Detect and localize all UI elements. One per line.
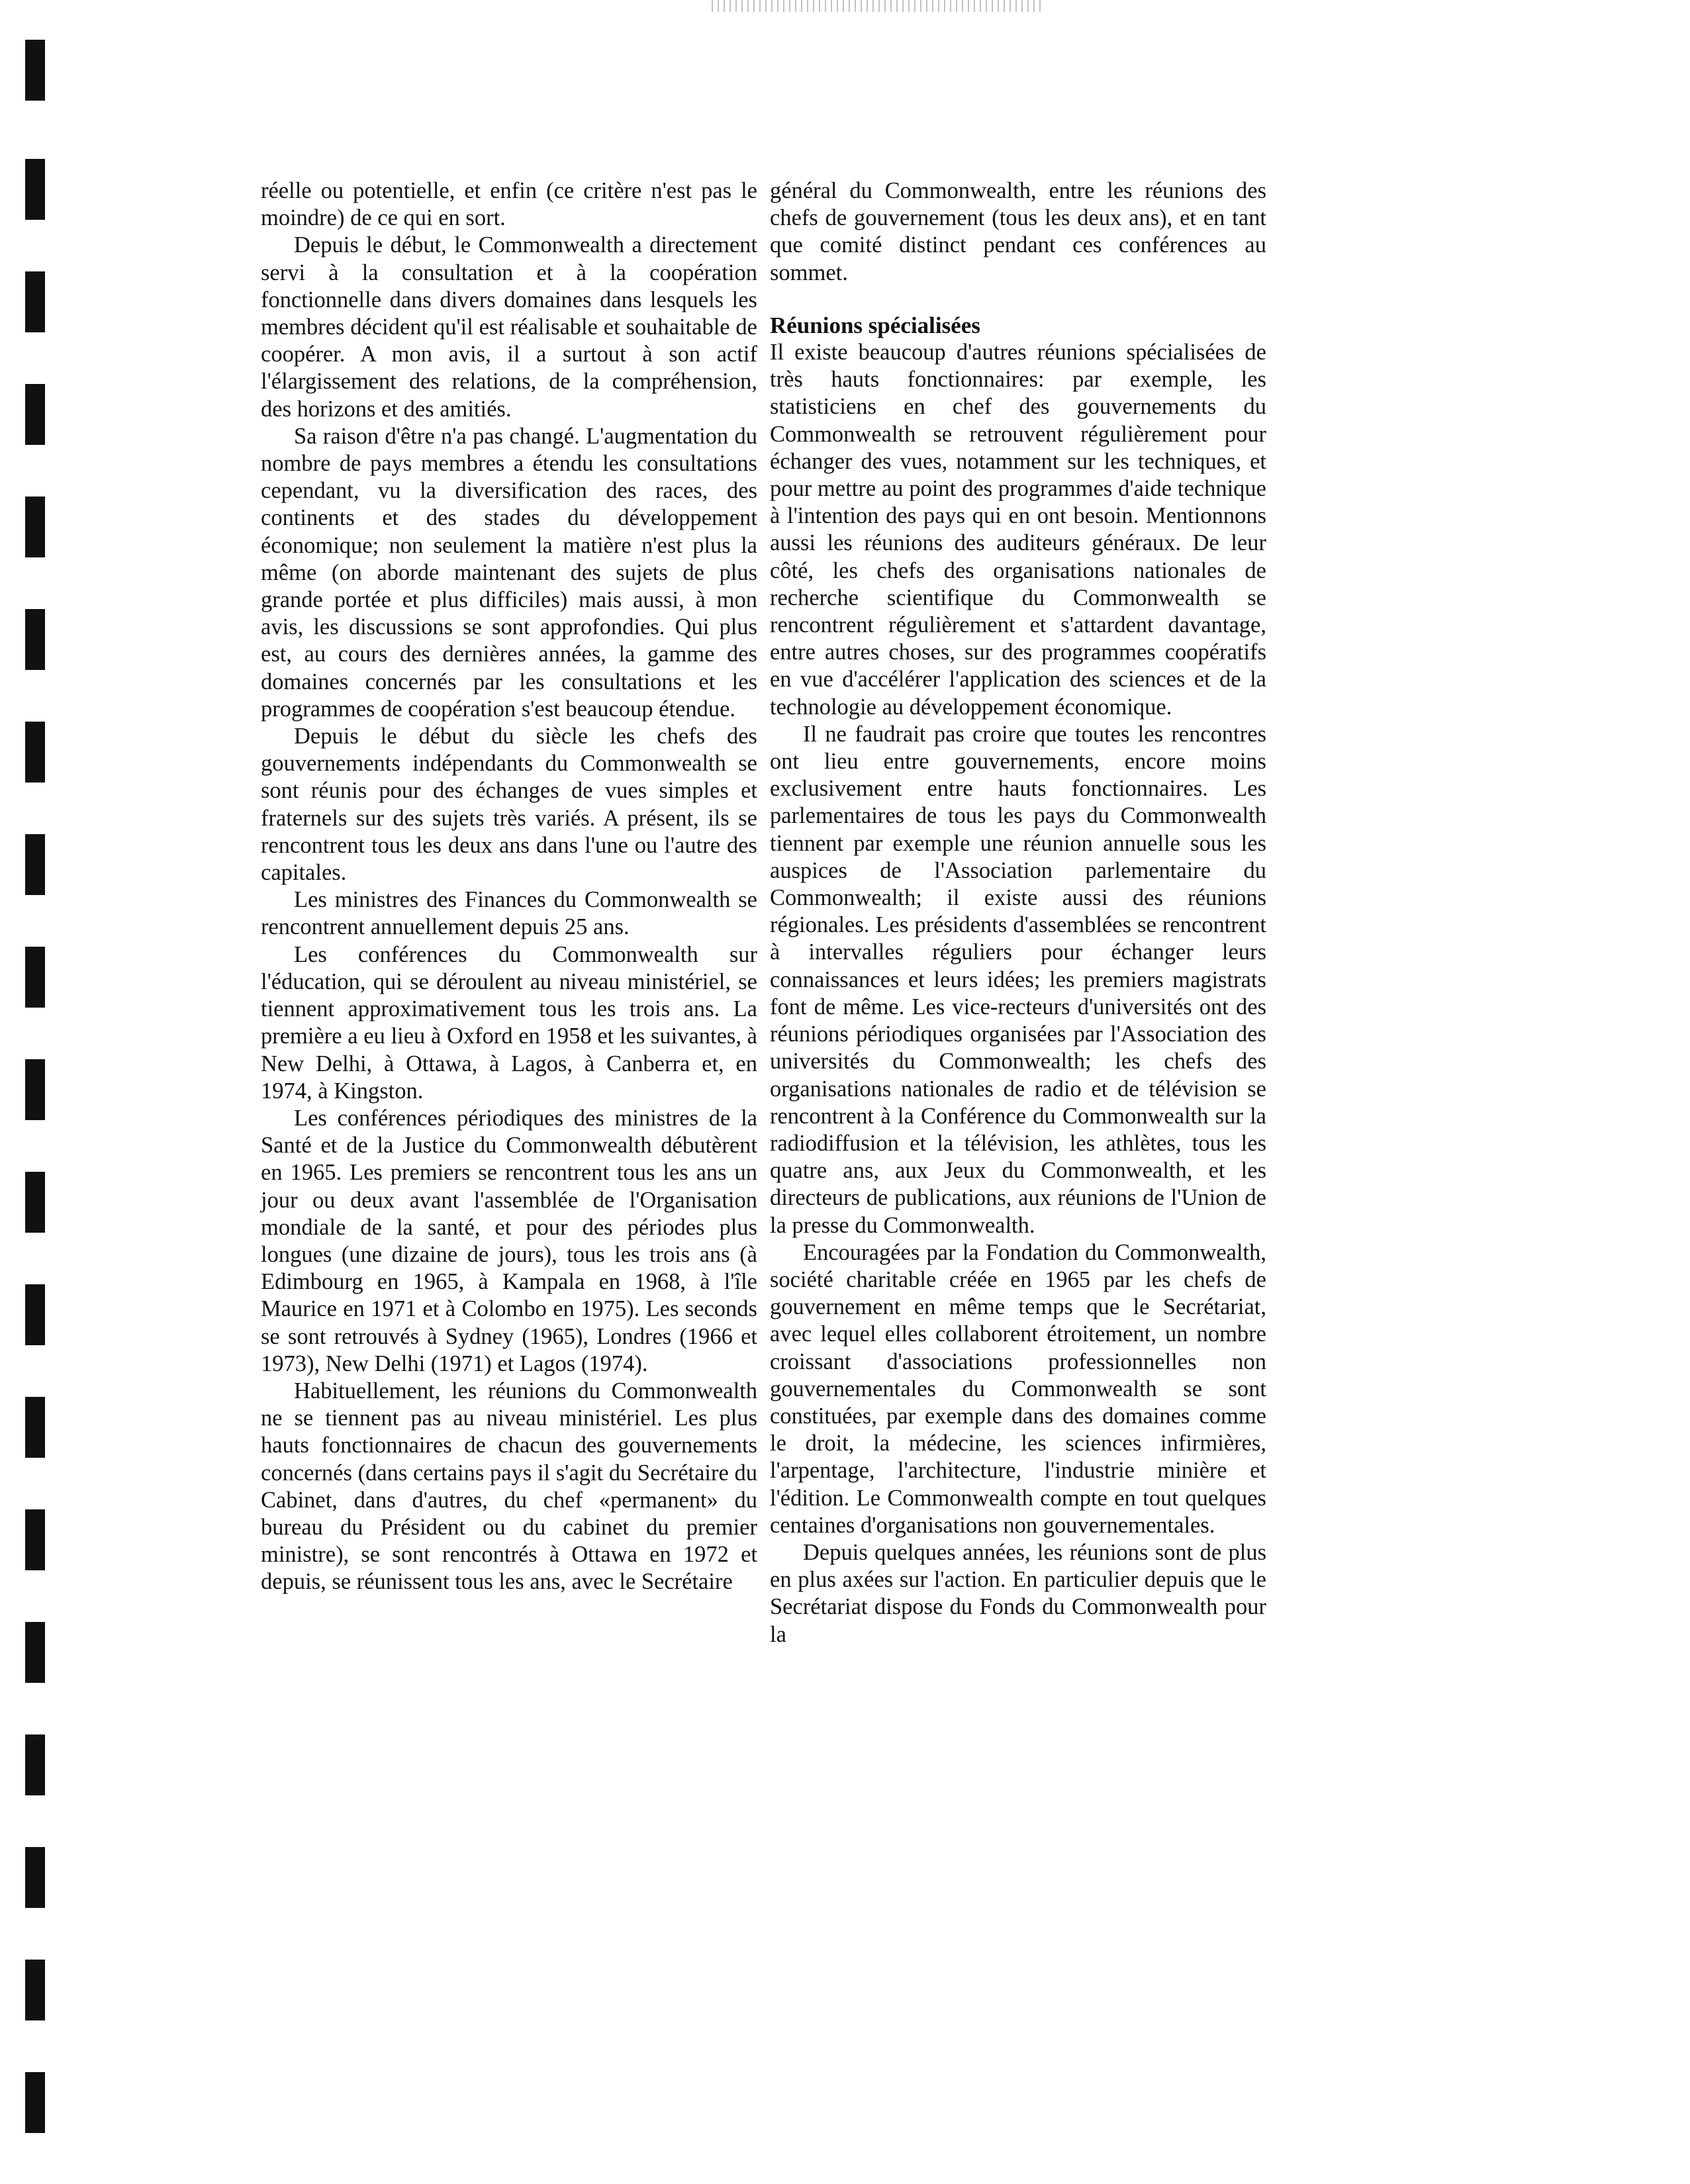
binding-hole-mark [25, 40, 45, 101]
paragraph: Depuis le début, le Commonwealth a directement servi à la consultation et à la coopération fonctionnelle dans divers domaines dans lesquels les membres décident qu'il est réalisable et souhaitable de coopérer. A mon avis, il a surtout à son actif l'élargissement des relations, de la compréhension, des horizons et des amitiés. [261, 232, 757, 422]
paragraph: Encouragées par la Fondation du Commonwealth, société charitable créée en 1965 par les chefs de gouvernement en même temps que le Secrétariat, avec lequel elles collaborent étroitement, un nombre croissant d'associations professionnelles non gouvernementales du Commonwealth se sont constituées, par exemple dans des domaines comme le droit, la médecine, les sciences infirmières, l'arpentage, l'architecture, l'industrie minière et l'édition. Le Commonwealth compte en tout quelques centaines d'organisations non gouvernementales. [770, 1239, 1266, 1538]
binding-hole-mark [25, 384, 45, 445]
binding-hole-mark [25, 1734, 45, 1795]
paragraph: Depuis quelques années, les réunions sont de plus en plus axées sur l'action. En particulier depuis que le Secrétariat dispose du Fonds du Commonwealth pour la [770, 1539, 1266, 1647]
binding-hole-mark [25, 1622, 45, 1683]
binding-hole-mark [25, 1059, 45, 1120]
paragraph: Depuis le début du siècle les chefs des gouvernements indépendants du Commonwealth se sont réunis pour des échanges de vues simples et fraternels sur des sujets très variés. A présent, ils se rencontrent tous les deux ans dans l'une ou l'autre des capitales. [261, 724, 757, 886]
binding-hole-mark [25, 834, 45, 895]
left-column [261, 177, 757, 1596]
paragraph: Habituellement, les réunions du Commonwealth ne se tiennent pas au niveau ministériel. Les plus hauts fonctionnaires de chacun des gouvernements concernés (dans certains pays il s'agit du Secrétaire du Cabinet, dans d'autres, du chef «permanent» du bureau du Président ou du cabinet du premier ministre), se sont rencontrés à Ottawa en 1972 et depuis, se réunissent tous les ans, avec le Secrétaire [261, 1378, 757, 1595]
binding-hole-mark [25, 1847, 45, 1908]
paragraph: Sa raison d'être n'a pas changé. L'augmentation du nombre de pays membres a étendu les consultations cependant, vu la diversification des races, des continents et des stades du développement économique; non seulement la matière n'est plus la même (on aborde maintenant des sujets de plus grande portée et plus difficiles) mais aussi, à mon avis, les discussions se sont approfondies. Qui plus est, au cours des dernières années, la gamme des domaines concernés par les consultations et les programmes de coopération s'est beaucoup étendue. [261, 423, 757, 722]
binding-hole-mark [25, 497, 45, 557]
paragraph: général du Commonwealth, entre les réunions des chefs de gouvernement (tous les deux ans), et en tant que comité distinct pendant ces conférences au sommet. [770, 178, 1266, 285]
section-heading: Réunions spécialisées [770, 312, 980, 338]
binding-hole-mark [25, 1172, 45, 1233]
right-column [770, 177, 1266, 1648]
paragraph: réelle ou potentielle, et enfin (ce critère n'est pas le moindre) de ce qui en sort. [261, 178, 757, 231]
paragraph: Les conférences périodiques des ministres de la Santé et de la Justice du Commonwealth débutèrent en 1965. Les premiers se rencontrent tous les ans un jour ou deux avant l'assemblée de l'Organisation mondiale de la santé, et pour des périodes plus longues (une dizaine de jours), tous les trois ans (à Edimbourg en 1965, à Kampala en 1968, à l'île Maurice en 1971 et à Colombo en 1975). Les seconds se sont retrouvés à Sydney (1965), Londres (1966 et 1973), New Delhi (1971) et Lagos (1974). [261, 1105, 757, 1376]
paragraph: Il existe beaucoup d'autres réunions spécialisées de très hauts fonctionnaires: par exemple, les statisticiens en chef des gouvernements du Commonwealth se retrouvent régulièrement pour échanger des vues, notamment sur les techniques, et pour mettre au point des programmes d'aide technique à l'intention des pays qui en ont besoin. Mentionnons aussi les réunions des auditeurs généraux. De leur côté, les chefs des organisations nationales de recherche scientifique du Commonwealth se rencontrent régulièrement et s'attardent davantage, entre autres choses, sur des programmes coopératifs en vue d'accélérer l'application des sciences et de la technologie au développement économique. [770, 340, 1266, 720]
paragraph: Il ne faudrait pas croire que toutes les rencontres ont lieu entre gouvernements, encore moins exclusivement entre hauts fonctionnaires. Les parlementaires de tous les pays du Commonwealth tiennent par exemple une réunion annuelle sous les auspices de l'Association parlementaire du Commonwealth; il existe aussi des réunions régionales. Les présidents d'assemblées se rencontrent à intervalles réguliers pour échanger leurs connaissances et leurs idées; les premiers magistrats font de même. Les vice-recteurs d'universités ont des réunions périodiques organisées par l'Association des universités du Commonwealth; les chefs des organisations nationales de radio et de télévision se rencontrent à la Conférence du Commonwealth sur la radiodiffusion et la télévision, les athlètes, tous les quatre ans, aux Jeux du Commonwealth, et les directeurs de publications, aux réunions de l'Union de la presse du Commonwealth. [770, 721, 1266, 1238]
binding-hole-mark [25, 159, 45, 220]
binding-hole-mark [25, 722, 45, 783]
binding-hole-mark [25, 609, 45, 670]
binding-hole-mark [25, 1284, 45, 1345]
binding-hole-mark [25, 1397, 45, 1458]
binding-hole-mark [25, 271, 45, 332]
paragraph: Les ministres des Finances du Commonwealth se rencontrent annuellement depuis 25 ans. [261, 887, 757, 940]
binding-hole-mark [25, 1509, 45, 1570]
binding-hole-mark [25, 1960, 45, 2020]
binding-hole-mark [25, 2072, 45, 2133]
scan-noise [712, 0, 1043, 12]
paragraph: Les conférences du Commonwealth sur l'éducation, qui se déroulent au niveau ministériel, se tiennent approximativement tous les trois ans. La première a eu lieu à Oxford en 1958 et les suivantes, à New Delhi, à Ottawa, à Lagos, à Canberra et, en 1974, à Kingston. [261, 941, 757, 1104]
binding-hole-mark [25, 947, 45, 1008]
